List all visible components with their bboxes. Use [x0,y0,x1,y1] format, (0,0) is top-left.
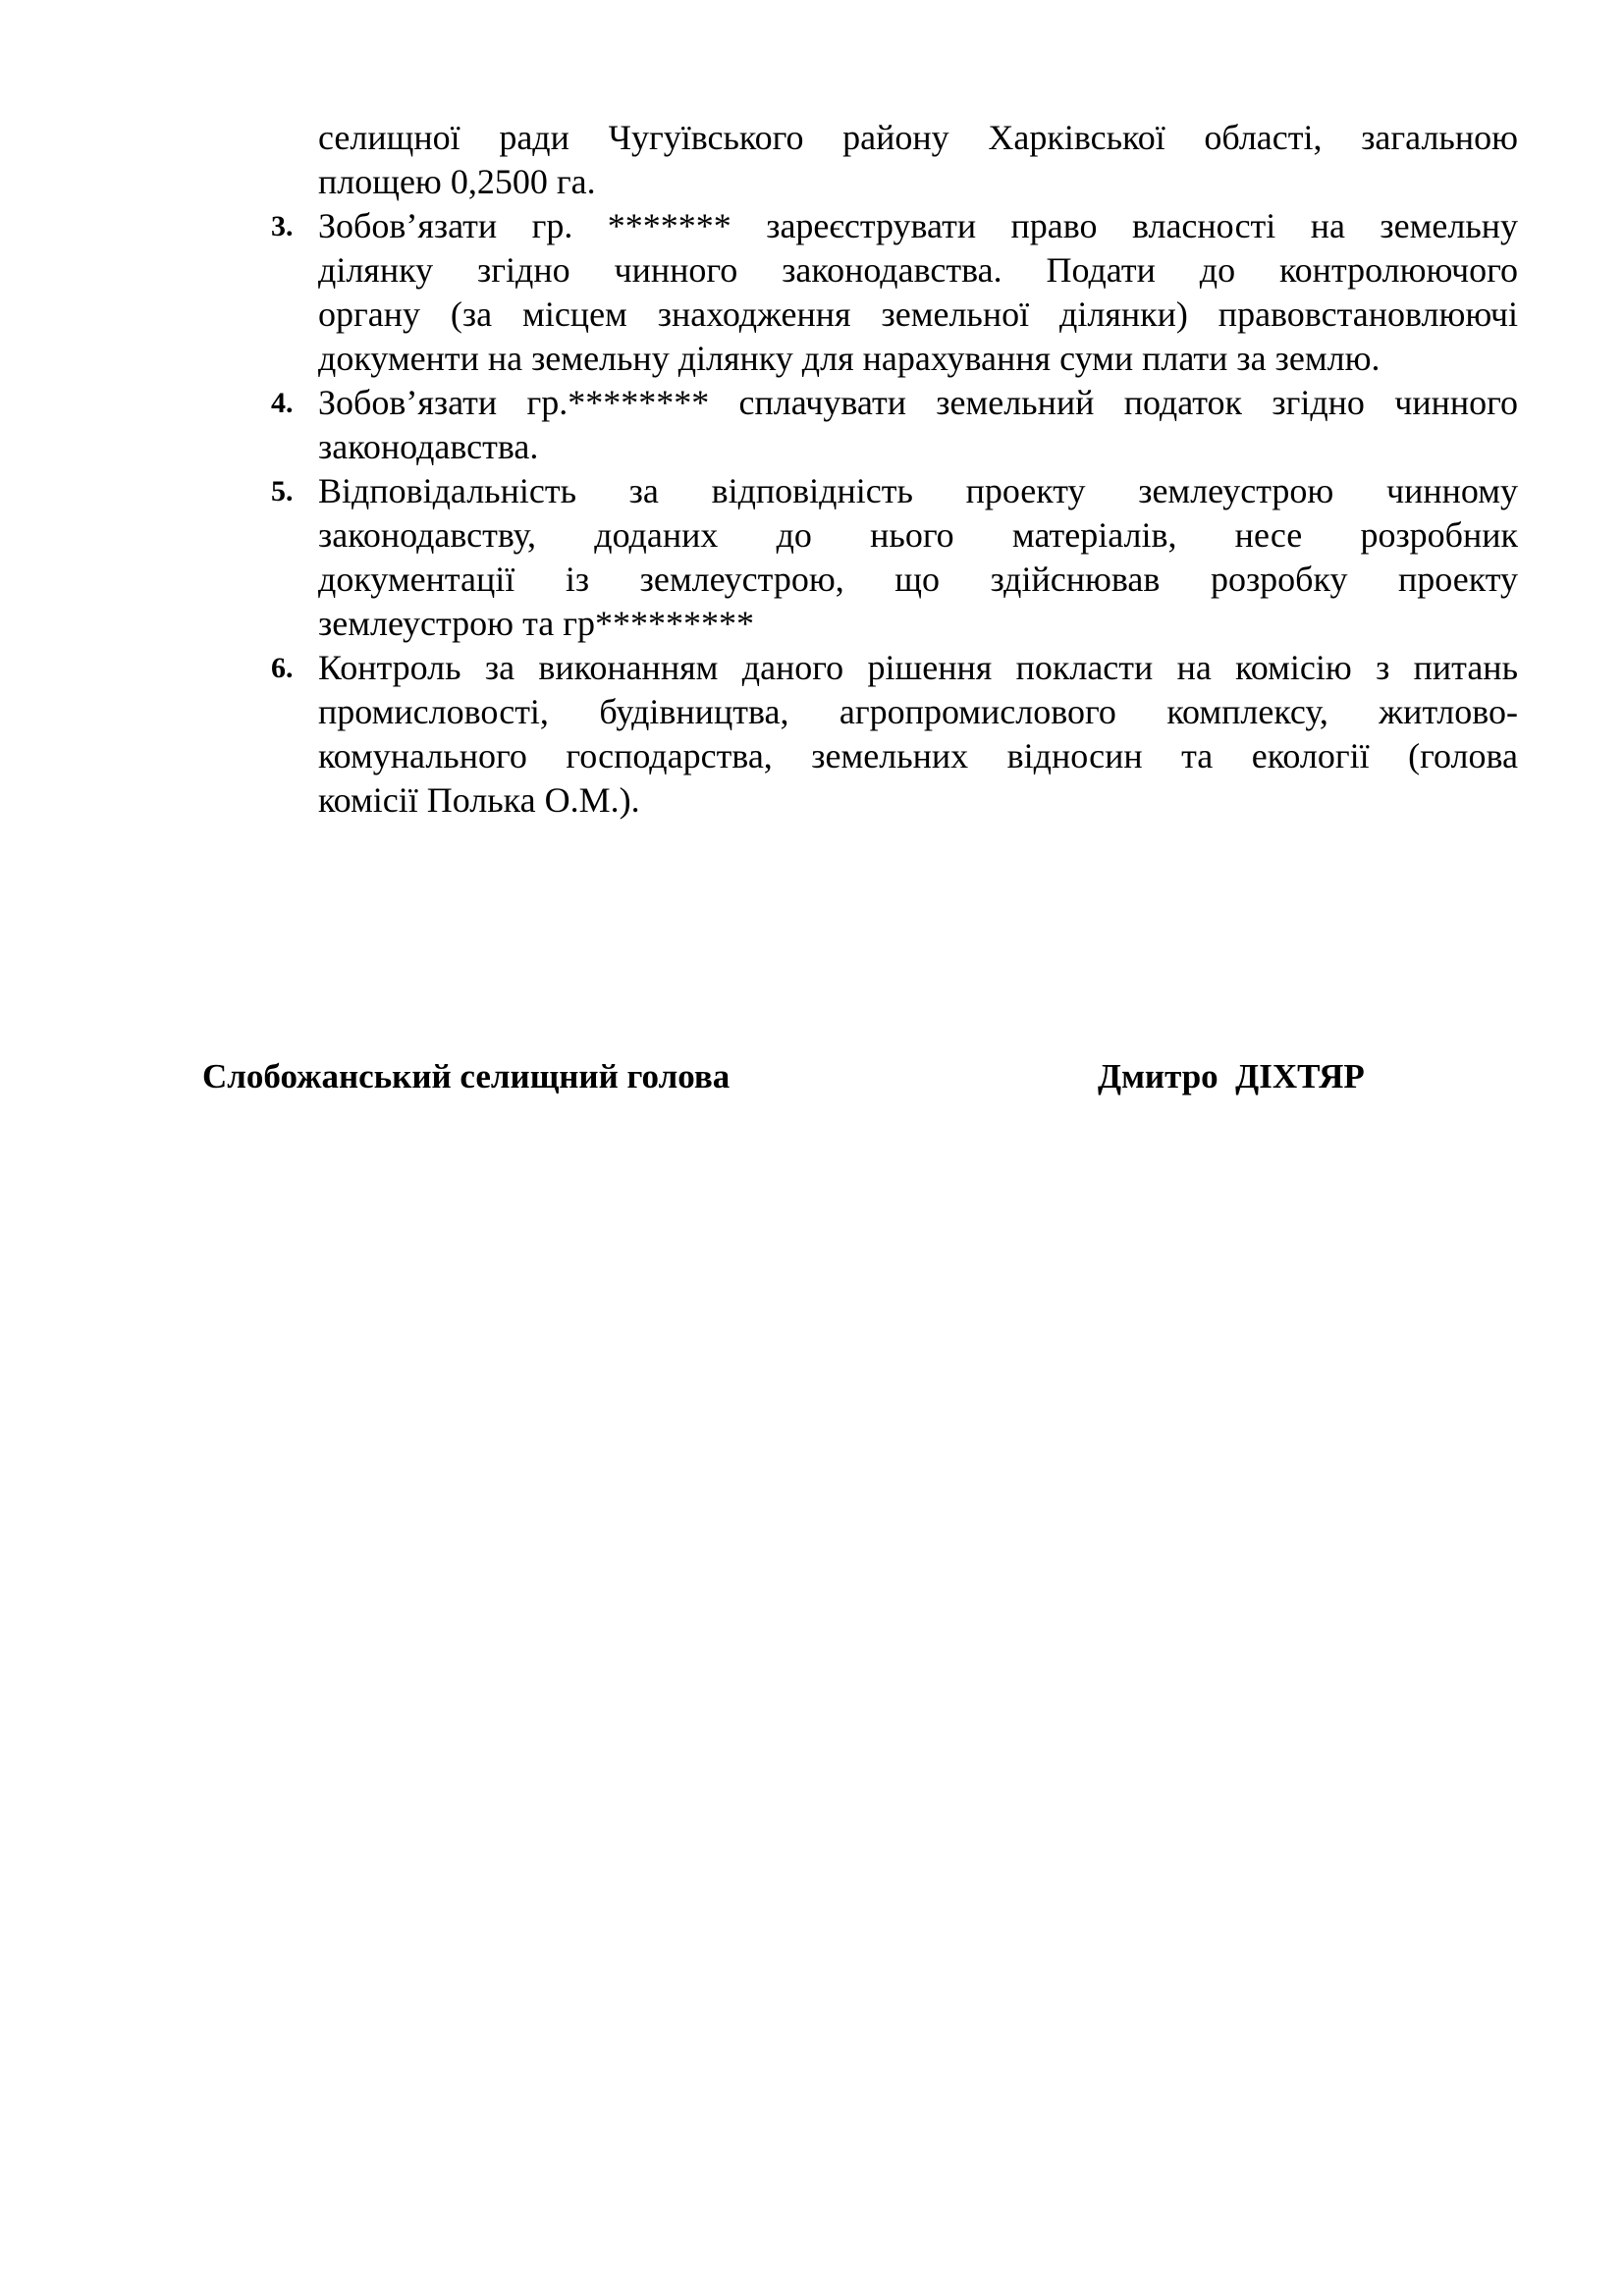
decision-points-list [263,116,1518,823]
text-line: землеустрою та гр********* [318,604,754,643]
item-text [318,469,1518,646]
text-line: документи на земельну ділянку для нарахування суми плати за землю. [318,339,1380,378]
text-line: Контроль за виконанням даного рішення покласти на комісію з питань [318,648,1518,687]
item-text [318,646,1518,823]
text-line: Відповідальність за відповідність проекту землеустрою чинному [318,471,1518,510]
item-number: 6. [271,652,294,684]
text-line: Зобов’язати гр.******** сплачувати земельний податок згідно чинного [318,383,1518,422]
text-line: Зобов’язати гр. ******* зареєструвати право власності на земельну [318,206,1518,245]
list-item-continuation [263,116,1518,204]
list-item-6 [263,646,1518,823]
item-text [318,204,1518,381]
item-text [318,381,1518,469]
item-number: 4. [271,387,294,419]
list-item-4 [263,381,1518,469]
signatory-title: Слобожанський селищний голова [202,1057,731,1095]
item-text [318,116,1518,204]
signatory-name: Дмитро ДІХТЯР [1098,1057,1365,1095]
text-line: ділянку згідно чинного законодавства. Подати до контролюючого [318,250,1518,290]
text-line: комунального господарства, земельних відносин та екології (голова [318,736,1518,775]
text-line: комісії Полька О.М.). [318,780,640,820]
text-line: промисловості, будівництва, агропромислового комплексу, житлово- [318,692,1518,731]
text-line: органу (за місцем знаходження земельної ділянки) правовстановлюючі [318,294,1518,334]
text-line: площею 0,2500 га. [318,162,596,201]
text-line: документації із землеустрою, що здійснював розробку проекту [318,560,1518,599]
text-line: законодавству, доданих до нього матеріалів, несе розробник [318,515,1518,555]
text-line: селищної ради Чугуївського району Харківської області, загальною [318,118,1518,157]
item-number: 5. [271,475,294,507]
list-item-3 [263,204,1518,381]
item-number: 3. [271,210,294,242]
list-item-5 [263,469,1518,646]
signature-block [202,1052,1420,1101]
text-line: законодавства. [318,427,539,466]
